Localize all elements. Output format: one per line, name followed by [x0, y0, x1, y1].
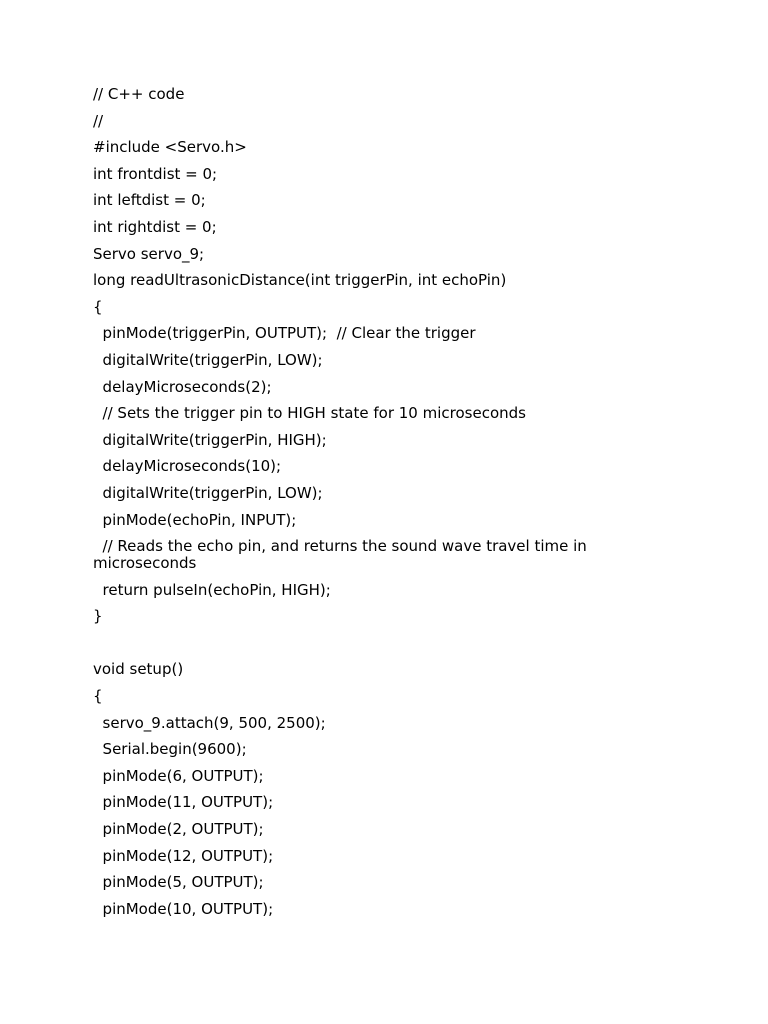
code-line: int rightdist = 0;: [93, 217, 217, 236]
code-line: pinMode(echoPin, INPUT);: [93, 510, 297, 529]
code-block: [93, 86, 623, 927]
code-line: digitalWrite(triggerPin, LOW);: [93, 483, 323, 502]
code-line: delayMicroseconds(10);: [93, 457, 282, 476]
code-line: pinMode(6, OUTPUT);: [93, 766, 264, 785]
code-line: //: [93, 111, 104, 130]
code-line: {: [93, 297, 103, 316]
code-line: {: [93, 687, 103, 706]
code-line: Servo servo_9;: [93, 244, 205, 263]
code-line: pinMode(10, OUTPUT);: [93, 899, 274, 918]
code-line: int leftdist = 0;: [93, 191, 206, 210]
code-line: digitalWrite(triggerPin, HIGH);: [93, 430, 327, 449]
code-line: void setup(): [93, 660, 184, 679]
code-line: int frontdist = 0;: [93, 164, 218, 183]
code-line: // Reads the echo pin, and returns the sound wave travel time in microseconds: [93, 537, 592, 573]
code-line: // C++ code: [93, 85, 185, 103]
code-line: servo_9.attach(9, 500, 2500);: [93, 713, 326, 732]
code-line: return pulseIn(echoPin, HIGH);: [93, 580, 331, 599]
code-line: pinMode(2, OUTPUT);: [93, 820, 264, 839]
code-line: pinMode(triggerPin, OUTPUT); // Clear the trigger: [93, 324, 476, 343]
code-line: digitalWrite(triggerPin, LOW);: [93, 350, 323, 369]
code-line: delayMicroseconds(2);: [93, 377, 272, 396]
code-line: // Sets the trigger pin to HIGH state for 10 microseconds: [93, 404, 526, 423]
code-line: pinMode(5, OUTPUT);: [93, 873, 264, 892]
code-line: }: [93, 607, 103, 626]
code-line: pinMode(11, OUTPUT);: [93, 793, 274, 812]
code-line: Serial.begin(9600);: [93, 740, 247, 759]
code-line: #include <Servo.h>: [93, 138, 247, 157]
blank-line: [93, 635, 623, 652]
code-line: long readUltrasonicDistance(int triggerPin, int echoPin): [93, 271, 507, 290]
code-line: pinMode(12, OUTPUT);: [93, 846, 274, 865]
